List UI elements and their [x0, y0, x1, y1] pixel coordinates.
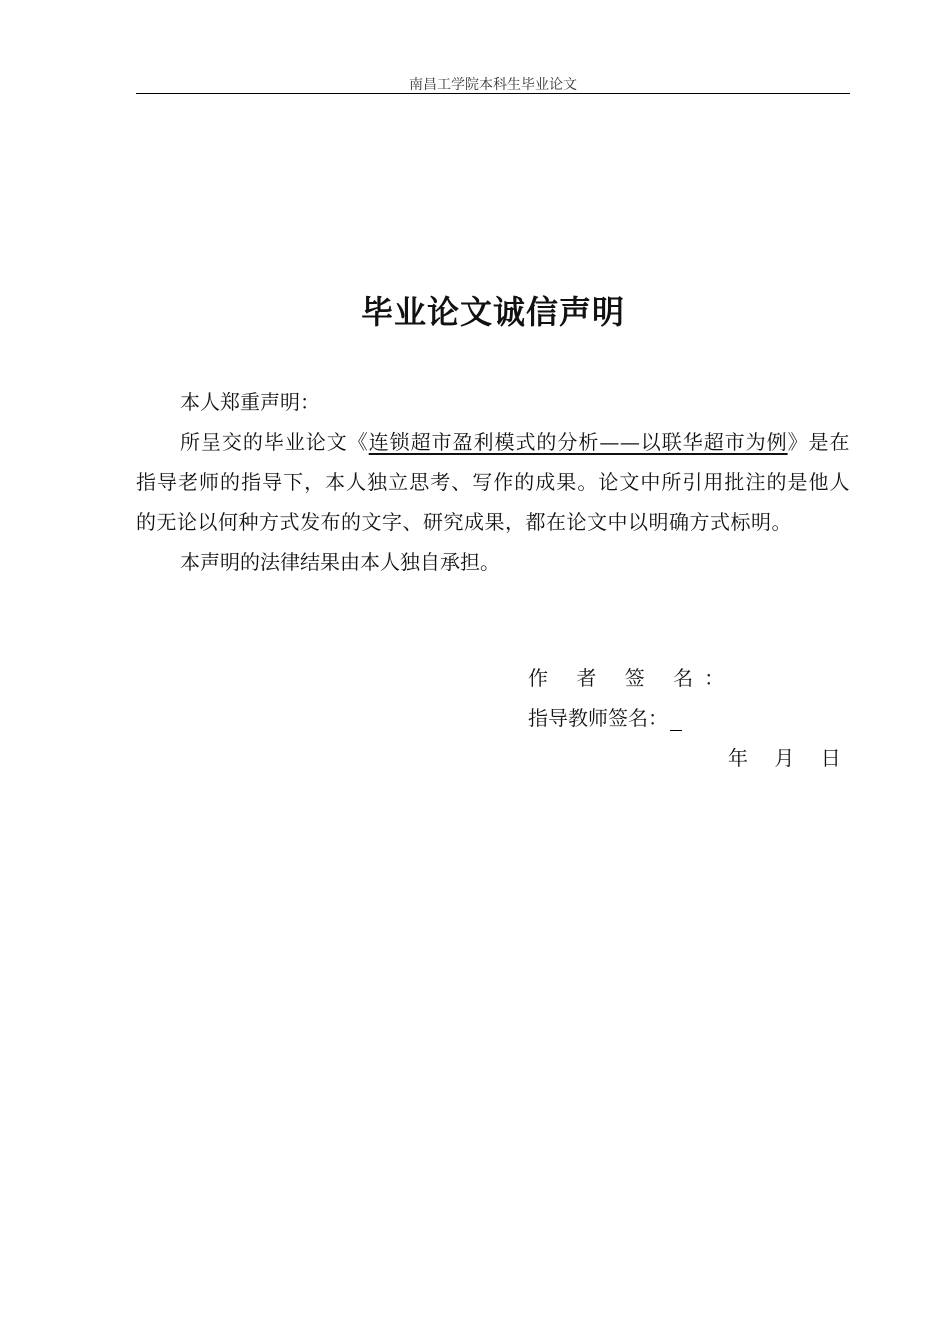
statement-prefix: 所呈交的毕业论文《	[180, 430, 369, 454]
page-header: 南昌工学院本科生毕业论文	[409, 77, 577, 93]
statement-intro: 本人郑重声明：	[180, 390, 320, 414]
advisor-signature-row	[528, 698, 682, 738]
statement-paragraph	[136, 422, 850, 542]
thesis-title: 连锁超市盈利模式的分析——以联华超市为例	[368, 430, 788, 454]
statement-closing: 本声明的法律结果由本人独自承担。	[180, 550, 500, 574]
author-signature-label: 作 者 签 名：	[528, 666, 736, 690]
signature-blank-line	[670, 710, 682, 731]
page-title: 毕业论文诚信声明	[360, 293, 625, 331]
statement-suffix: 》是在指导老师的指导下，本人独立思考、写作的成果。论文中所引用批注的是他人的无论以何种方式发布的文字、研究成果，都在论文中以明确方式标明。	[136, 430, 851, 534]
statement-body	[136, 382, 850, 582]
date-line: 年 月 日	[728, 746, 841, 770]
advisor-signature-label: 指导教师签名：	[528, 706, 668, 730]
header-rule	[136, 93, 850, 94]
